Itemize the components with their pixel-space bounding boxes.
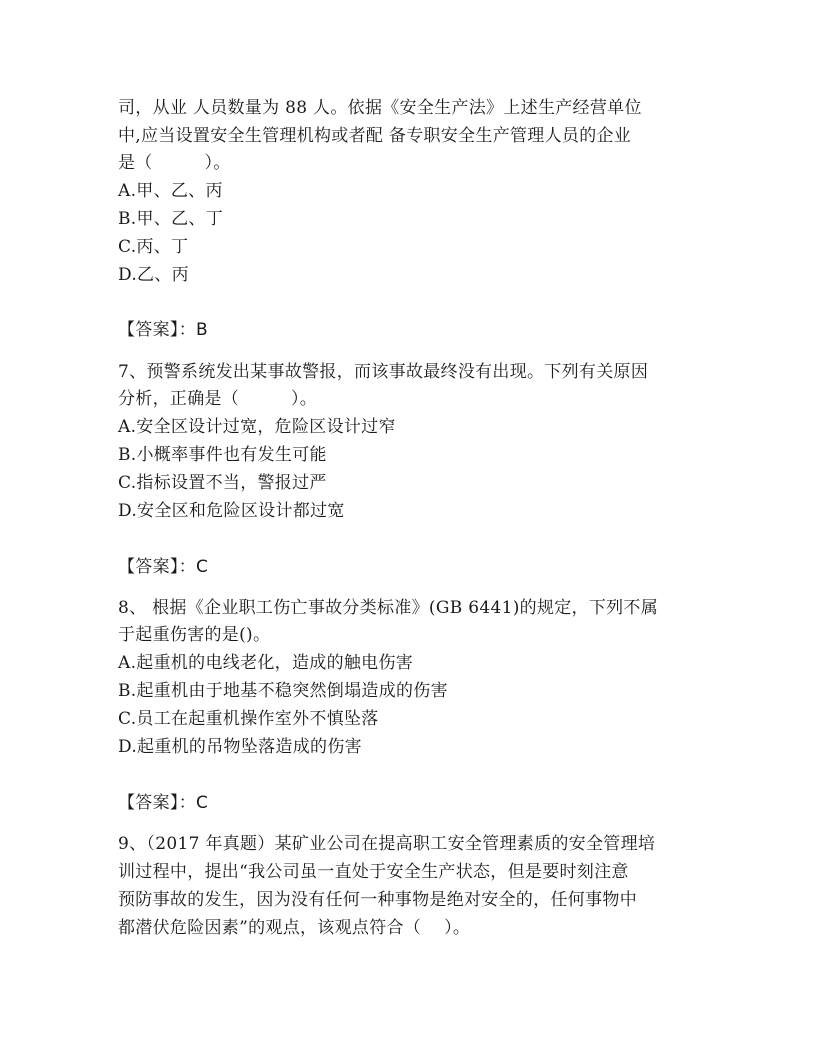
q7-stem-line-1: 7、预警系统发出某事故警报，而该事故最终没有出现。下列有关原因: [118, 362, 649, 382]
q9-stem-line-2: 训过程中，提出“我公司虽一直处于安全生产状态，但是要时刻注意: [118, 862, 629, 882]
q8-answer: 【答案】：C: [118, 793, 209, 813]
q8-option-c: C.员工在起重机操作室外不慎坠落: [118, 709, 379, 729]
q6-option-d: D.乙、丙: [118, 265, 189, 285]
q7-option-b: B.小概率事件也有发生可能: [118, 445, 327, 465]
q7-option-a: A.安全区设计过宽，危险区设计过窄: [118, 417, 396, 437]
q8-option-b: B.起重机由于地基不稳突然倒塌造成的伤害: [118, 681, 448, 701]
q7-option-d: D.安全区和危险区设计都过宽: [118, 501, 345, 521]
q6-stem-line-1: 司，从业 人员数量为 88 人。依据《安全生产法》上述生产经营单位: [118, 98, 642, 118]
q7-option-c: C.指标设置不当，警报过严: [118, 473, 327, 493]
q7-answer: 【答案】：C: [118, 557, 209, 577]
q8-stem-line-1: 8、 根据《企业职工伤亡事故分类标准》(GB 6441)的规定，下列不属: [118, 598, 659, 618]
q9-stem-line-4: 都潜伏危险因素”的观点，该观点符合（ ）。: [118, 918, 471, 938]
q8-stem-line-2: 于起重伤害的是()。: [118, 625, 271, 645]
q8-option-d: D.起重机的吊物坠落造成的伤害: [118, 737, 362, 757]
q6-option-c: C.丙、丁: [118, 237, 189, 257]
q6-stem-line-3: 是（ ）。: [118, 153, 231, 173]
q9-stem-line-3: 预防事故的发生，因为没有任何一种事物是绝对安全的，任何事物中: [118, 890, 637, 910]
q6-option-b: B.甲、乙、丁: [118, 209, 223, 229]
q7-stem-line-2: 分析，正确是（ ）。: [118, 389, 318, 409]
q8-option-a: A.起重机的电线老化，造成的触电伤害: [118, 653, 414, 673]
q6-answer: 【答案】：B: [118, 320, 208, 340]
q9-stem-line-1: 9、（2017 年真题）某矿业公司在提高职工安全管理素质的安全管理培: [118, 834, 656, 854]
q6-option-a: A.甲、乙、丙: [118, 181, 223, 201]
q6-stem-line-2: 中,应当设置安全生管理机构或者配 备专职安全生产管理人员的企业: [118, 126, 632, 146]
